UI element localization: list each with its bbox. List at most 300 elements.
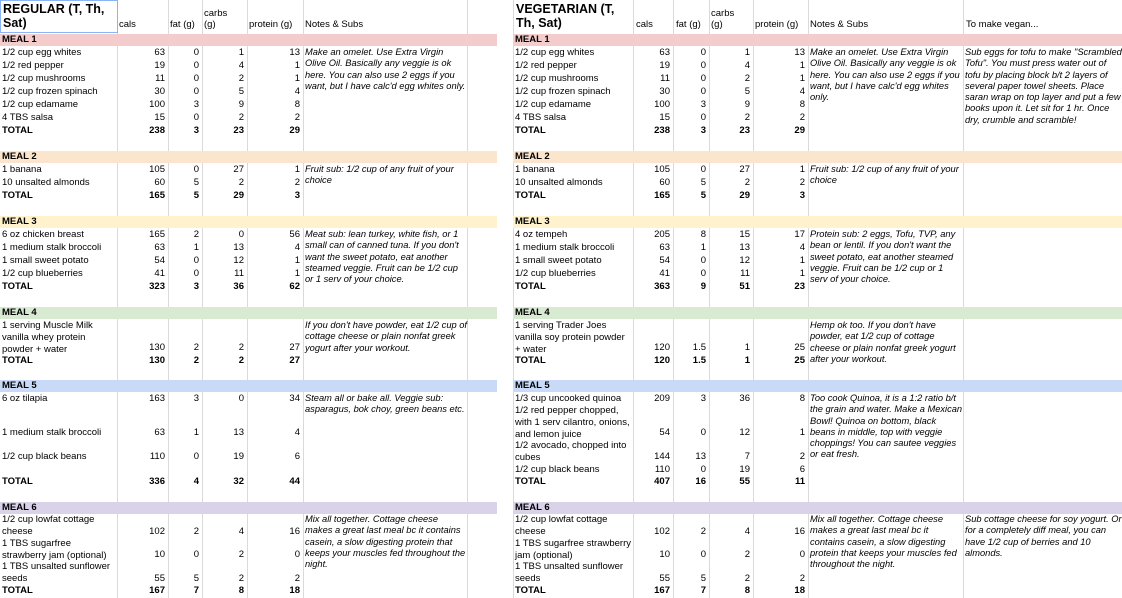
carbs-cell[interactable]: 13 bbox=[739, 242, 750, 253]
carbs-cell[interactable]: 15 bbox=[739, 229, 750, 240]
carbs-cell[interactable]: 5 bbox=[744, 86, 750, 97]
meal-band bbox=[0, 34, 497, 46]
total-protein[interactable]: 27 bbox=[289, 355, 300, 366]
vegan-header[interactable]: To make vegan... bbox=[966, 19, 1039, 30]
carbs-cell[interactable]: 9 bbox=[238, 99, 244, 110]
total-carbs[interactable]: 23 bbox=[739, 125, 750, 136]
total-label[interactable]: TOTAL bbox=[2, 355, 33, 366]
protein-cell[interactable]: 1 bbox=[799, 60, 805, 71]
vegetarian-title[interactable]: VEGETARIAN (T, Th, Sat) bbox=[516, 2, 615, 30]
food-item[interactable]: 1/2 cup edamame bbox=[515, 99, 592, 110]
protein-cell[interactable]: 13 bbox=[794, 47, 805, 58]
total-cals[interactable]: 167 bbox=[654, 585, 670, 596]
meal-heading[interactable]: MEAL 3 bbox=[515, 216, 550, 227]
protein-cell[interactable]: 4 bbox=[799, 242, 805, 253]
carbs-cell[interactable]: 19 bbox=[233, 451, 244, 462]
cals-cell[interactable]: 54 bbox=[659, 255, 670, 266]
total-protein[interactable]: 11 bbox=[794, 476, 805, 487]
meal-heading[interactable]: MEAL 4 bbox=[515, 307, 550, 318]
protein-header[interactable]: protein (g) bbox=[249, 19, 293, 30]
fat-cell[interactable]: 3 bbox=[193, 99, 199, 110]
total-carbs[interactable]: 29 bbox=[233, 190, 244, 201]
total-cals[interactable]: 238 bbox=[149, 125, 165, 136]
cals-cell[interactable]: 54 bbox=[659, 427, 670, 438]
cals-cell[interactable]: 209 bbox=[654, 393, 670, 404]
total-carbs[interactable]: 32 bbox=[233, 476, 244, 487]
protein-cell[interactable]: 1 bbox=[294, 268, 300, 279]
food-item[interactable]: 1/2 cup blueberries bbox=[515, 268, 596, 279]
food-item[interactable]: 4 oz tempeh bbox=[515, 229, 568, 240]
food-item[interactable]: 1 TBS unsalted sunflower seeds bbox=[2, 561, 111, 584]
food-item[interactable]: 1 medium stalk broccoli bbox=[515, 242, 615, 253]
fat-cell[interactable]: 3 bbox=[700, 393, 706, 404]
meal-band bbox=[513, 34, 1122, 46]
food-item[interactable]: 1/2 cup blueberries bbox=[2, 268, 83, 279]
carbs-cell[interactable]: 2 bbox=[744, 177, 750, 188]
cals-cell[interactable]: 63 bbox=[154, 242, 165, 253]
food-item[interactable]: 1/2 cup frozen spinach bbox=[2, 86, 98, 97]
cals-header[interactable]: cals bbox=[636, 19, 653, 30]
total-protein[interactable]: 44 bbox=[289, 476, 300, 487]
total-fat[interactable]: 5 bbox=[193, 190, 199, 201]
cals-cell[interactable]: 11 bbox=[660, 73, 670, 84]
food-item[interactable]: 4 TBS salsa bbox=[515, 112, 567, 123]
fat-cell[interactable]: 0 bbox=[700, 427, 706, 438]
total-label[interactable]: TOTAL bbox=[515, 355, 546, 366]
meal-heading[interactable]: MEAL 1 bbox=[2, 34, 37, 45]
total-fat[interactable]: 1.5 bbox=[692, 355, 706, 366]
total-carbs[interactable]: 1 bbox=[744, 355, 750, 366]
carbs-cell[interactable]: 7 bbox=[744, 451, 750, 462]
protein-cell[interactable]: 8 bbox=[799, 393, 805, 404]
food-item[interactable]: 1 small sweet potato bbox=[2, 255, 89, 266]
meal-band bbox=[0, 216, 497, 228]
total-label[interactable]: TOTAL bbox=[515, 585, 546, 596]
meal-heading[interactable]: MEAL 2 bbox=[2, 151, 37, 162]
protein-cell[interactable]: 2 bbox=[799, 573, 805, 584]
meal-heading[interactable]: MEAL 5 bbox=[515, 380, 550, 391]
protein-cell[interactable]: 4 bbox=[799, 86, 805, 97]
food-item[interactable]: 1/2 red pepper chopped, with 1 serv cilantro, onions, and lemon juice bbox=[515, 405, 630, 440]
protein-cell[interactable]: 2 bbox=[294, 177, 300, 188]
fat-cell[interactable]: 2 bbox=[193, 526, 199, 537]
fat-cell[interactable]: 0 bbox=[193, 86, 199, 97]
food-item[interactable]: 1/2 cup black beans bbox=[2, 451, 87, 462]
cals-cell[interactable]: 63 bbox=[659, 242, 670, 253]
total-fat[interactable]: 2 bbox=[193, 355, 199, 366]
food-item[interactable]: 1 TBS unsalted sunflower seeds bbox=[515, 561, 624, 584]
carbs-cell[interactable]: 2 bbox=[744, 549, 750, 560]
total-fat[interactable]: 4 bbox=[193, 476, 199, 487]
food-item[interactable]: 1 medium stalk broccoli bbox=[2, 242, 102, 253]
food-item[interactable]: 1/2 avocado, chopped into cubes bbox=[515, 440, 627, 463]
cals-cell[interactable]: 60 bbox=[659, 177, 670, 188]
protein-cell[interactable]: 6 bbox=[799, 464, 805, 475]
total-fat[interactable]: 3 bbox=[193, 281, 199, 292]
meal-heading[interactable]: MEAL 4 bbox=[2, 307, 37, 318]
total-carbs[interactable]: 51 bbox=[739, 281, 750, 292]
notes-cell[interactable]: Steam all or bake all. Veggie sub: asparagus, bok choy, green beans etc. bbox=[305, 393, 465, 415]
cals-cell[interactable]: 205 bbox=[654, 229, 670, 240]
total-fat[interactable]: 16 bbox=[695, 476, 706, 487]
fat-cell[interactable]: 0 bbox=[700, 47, 706, 58]
total-carbs[interactable]: 29 bbox=[739, 190, 750, 201]
food-item[interactable]: 1/2 cup black beans bbox=[515, 464, 600, 475]
food-item[interactable]: 4 TBS salsa bbox=[2, 112, 54, 123]
total-protein[interactable]: 29 bbox=[289, 125, 300, 136]
protein-cell[interactable]: 1 bbox=[799, 427, 805, 438]
cals-cell[interactable]: 100 bbox=[149, 99, 165, 110]
cals-cell[interactable]: 19 bbox=[659, 60, 670, 71]
total-carbs[interactable]: 8 bbox=[238, 585, 244, 596]
food-item[interactable]: 10 unsalted almonds bbox=[515, 177, 603, 188]
food-item[interactable]: 1/2 cup mushrooms bbox=[515, 73, 599, 84]
cals-cell[interactable]: 105 bbox=[149, 164, 165, 175]
protein-cell[interactable]: 1 bbox=[799, 164, 805, 175]
vegan-cell[interactable]: Sub eggs for tofu to make "Scrambled Tofu". You must press water out of tofu by placing block b/t 2 layers of several paper towel sheets. Place saran wrap on top layer and put a few books upon it. Let sit for 1 hr. Once dry, crumble and scramble! bbox=[965, 47, 1122, 125]
fat-cell[interactable]: 0 bbox=[193, 112, 199, 123]
protein-cell[interactable]: 1 bbox=[294, 60, 300, 71]
food-item[interactable]: 6 oz chicken breast bbox=[2, 229, 84, 240]
protein-cell[interactable]: 2 bbox=[799, 177, 805, 188]
food-item[interactable]: 1 banana bbox=[2, 164, 42, 175]
protein-header[interactable]: protein (g) bbox=[755, 19, 799, 30]
carbs-cell[interactable]: 36 bbox=[739, 393, 750, 404]
protein-cell[interactable]: 0 bbox=[294, 549, 300, 560]
carbs-cell[interactable]: 2 bbox=[744, 112, 750, 123]
protein-cell[interactable]: 4 bbox=[294, 242, 300, 253]
food-item[interactable]: 10 unsalted almonds bbox=[2, 177, 90, 188]
protein-cell[interactable]: 8 bbox=[294, 99, 300, 110]
total-fat[interactable]: 9 bbox=[700, 281, 706, 292]
protein-cell[interactable]: 6 bbox=[294, 451, 300, 462]
carbs-cell[interactable]: 13 bbox=[233, 427, 244, 438]
meal-band bbox=[513, 380, 1122, 392]
food-item[interactable]: 1 small sweet potato bbox=[515, 255, 602, 266]
total-cals[interactable]: 363 bbox=[654, 281, 670, 292]
total-label[interactable]: TOTAL bbox=[2, 190, 33, 201]
total-fat[interactable]: 5 bbox=[700, 190, 706, 201]
carbs-cell[interactable]: 13 bbox=[233, 242, 244, 253]
total-label[interactable]: TOTAL bbox=[515, 190, 546, 201]
food-item[interactable]: 1 medium stalk broccoli bbox=[2, 427, 102, 438]
fat-cell[interactable]: 13 bbox=[695, 451, 706, 462]
total-label[interactable]: TOTAL bbox=[2, 476, 33, 487]
fat-cell[interactable]: 1.5 bbox=[692, 342, 706, 353]
total-carbs[interactable]: 36 bbox=[233, 281, 244, 292]
notes-cell[interactable]: Meat sub: lean turkey, white fish, or 1 small can of canned tuna. If you don't want the sweet potato, eat another steamed veggie. Fruit can be 1/2 cup or 1 serv of your choice. bbox=[305, 229, 459, 285]
carbs-cell[interactable]: 2 bbox=[238, 573, 244, 584]
fat-cell[interactable]: 0 bbox=[700, 112, 706, 123]
food-item[interactable]: 1/2 cup egg whites bbox=[515, 47, 595, 58]
total-protein[interactable]: 62 bbox=[289, 281, 300, 292]
cals-cell[interactable]: 15 bbox=[659, 112, 670, 123]
fat-cell[interactable]: 1 bbox=[193, 427, 199, 438]
total-protein[interactable]: 29 bbox=[794, 125, 805, 136]
total-protein[interactable]: 18 bbox=[794, 585, 805, 596]
total-protein[interactable]: 18 bbox=[289, 585, 300, 596]
cals-cell[interactable]: 10 bbox=[154, 549, 165, 560]
total-label[interactable]: TOTAL bbox=[515, 476, 546, 487]
protein-cell[interactable]: 16 bbox=[794, 526, 805, 537]
carbs-cell[interactable]: 2 bbox=[238, 177, 244, 188]
fat-cell[interactable]: 0 bbox=[700, 549, 706, 560]
carbs-cell[interactable]: 4 bbox=[744, 526, 750, 537]
carbs-cell[interactable]: 0 bbox=[238, 393, 244, 404]
protein-cell[interactable]: 2 bbox=[294, 112, 300, 123]
carbs-cell[interactable]: 19 bbox=[739, 464, 750, 475]
protein-cell[interactable]: 16 bbox=[289, 526, 300, 537]
total-carbs[interactable]: 2 bbox=[238, 355, 244, 366]
fat-cell[interactable]: 0 bbox=[193, 255, 199, 266]
cals-cell[interactable]: 120 bbox=[654, 342, 670, 353]
fat-cell[interactable]: 0 bbox=[193, 47, 199, 58]
fat-cell[interactable]: 3 bbox=[700, 99, 706, 110]
carbs-cell[interactable]: 2 bbox=[238, 112, 244, 123]
protein-cell[interactable]: 1 bbox=[294, 255, 300, 266]
cals-cell[interactable]: 19 bbox=[154, 60, 165, 71]
total-fat[interactable]: 3 bbox=[193, 125, 199, 136]
fat-cell[interactable]: 0 bbox=[700, 60, 706, 71]
total-protein[interactable]: 23 bbox=[794, 281, 805, 292]
cals-cell[interactable]: 55 bbox=[154, 573, 165, 584]
vegan-cell[interactable]: Sub cottage cheese for soy yogurt. Or for a completely diff meal, you can have 1/2 cup of berries and 10 almonds. bbox=[965, 514, 1122, 558]
fat-cell[interactable]: 0 bbox=[700, 86, 706, 97]
total-cals[interactable]: 130 bbox=[149, 355, 165, 366]
notes-cell[interactable]: Mix all together. Cottage cheese makes a great last meal bc it contains casein, a slow digesting protein that keeps your muscles fed throughout the night. bbox=[810, 514, 957, 570]
protein-cell[interactable]: 4 bbox=[294, 427, 300, 438]
protein-cell[interactable]: 34 bbox=[289, 393, 300, 404]
total-fat[interactable]: 7 bbox=[700, 585, 706, 596]
total-label[interactable]: TOTAL bbox=[515, 281, 546, 292]
carbs-cell[interactable]: 27 bbox=[739, 164, 750, 175]
meal-heading[interactable]: MEAL 6 bbox=[515, 502, 550, 513]
cals-cell[interactable]: 15 bbox=[154, 112, 165, 123]
protein-cell[interactable]: 2 bbox=[799, 451, 805, 462]
carbs-cell[interactable]: 4 bbox=[744, 60, 750, 71]
fat-cell[interactable]: 2 bbox=[193, 229, 199, 240]
meal-band bbox=[513, 307, 1122, 319]
fat-cell[interactable]: 1 bbox=[700, 242, 706, 253]
fat-cell[interactable]: 3 bbox=[193, 393, 199, 404]
protein-cell[interactable]: 2 bbox=[799, 112, 805, 123]
cals-cell[interactable]: 165 bbox=[149, 229, 165, 240]
cals-cell[interactable]: 41 bbox=[659, 268, 670, 279]
protein-cell[interactable]: 25 bbox=[794, 342, 805, 353]
food-item[interactable]: 1 TBS sugarfree strawberry jam (optional) bbox=[515, 538, 631, 561]
food-item[interactable]: 1 serving Trader Joes vanilla soy protein powder + water bbox=[515, 320, 625, 355]
notes-cell[interactable]: Hemp ok too. If you don't have powder, eat 1/2 cup of cottage cheese or plain nonfat greek yogurt after your workout. bbox=[810, 320, 956, 364]
fat-cell[interactable]: 8 bbox=[700, 229, 706, 240]
total-cals[interactable]: 407 bbox=[654, 476, 670, 487]
total-cals[interactable]: 167 bbox=[149, 585, 165, 596]
total-label[interactable]: TOTAL bbox=[2, 281, 33, 292]
fat-cell[interactable]: 0 bbox=[700, 464, 706, 475]
cals-cell[interactable]: 102 bbox=[654, 526, 670, 537]
carbs-cell[interactable]: 12 bbox=[739, 427, 750, 438]
protein-cell[interactable]: 0 bbox=[799, 549, 805, 560]
carbs-header[interactable]: carbs (g) bbox=[711, 8, 735, 30]
food-item[interactable]: 1/2 red pepper bbox=[2, 60, 64, 71]
carbs-cell[interactable]: 1 bbox=[238, 47, 244, 58]
carbs-cell[interactable]: 2 bbox=[238, 549, 244, 560]
fat-cell[interactable]: 0 bbox=[700, 255, 706, 266]
carbs-cell[interactable]: 27 bbox=[233, 164, 244, 175]
fat-cell[interactable]: 0 bbox=[193, 549, 199, 560]
protein-cell[interactable]: 1 bbox=[799, 255, 805, 266]
protein-cell[interactable]: 56 bbox=[289, 229, 300, 240]
meal-heading[interactable]: MEAL 1 bbox=[515, 34, 550, 45]
carbs-cell[interactable]: 12 bbox=[233, 255, 244, 266]
carbs-cell[interactable]: 1 bbox=[744, 47, 750, 58]
fat-cell[interactable]: 0 bbox=[700, 164, 706, 175]
cals-cell[interactable]: 60 bbox=[154, 177, 165, 188]
notes-header[interactable]: Notes & Subs bbox=[810, 19, 869, 30]
total-protein[interactable]: 25 bbox=[794, 355, 805, 366]
food-item[interactable]: 1/2 cup lowfat cottage cheese bbox=[2, 514, 95, 537]
food-item[interactable]: 1 TBS sugarfree strawberry jam (optional) bbox=[2, 538, 107, 561]
notes-cell[interactable]: Protein sub: 2 eggs, Tofu, TVP, any bean or lentil. If you don't want the sweet potato, eat another steamed veggie. Fruit can be 1/2 cup or 1 serv of your choice. bbox=[810, 229, 956, 285]
fat-cell[interactable]: 5 bbox=[193, 573, 199, 584]
total-cals[interactable]: 336 bbox=[149, 476, 165, 487]
carbs-cell[interactable]: 2 bbox=[238, 73, 244, 84]
cals-cell[interactable]: 110 bbox=[654, 464, 670, 475]
total-cals[interactable]: 238 bbox=[654, 125, 670, 136]
food-item[interactable]: 1/3 cup uncooked quinoa bbox=[515, 393, 622, 404]
meal-heading[interactable]: MEAL 2 bbox=[515, 151, 550, 162]
protein-cell[interactable]: 27 bbox=[289, 342, 300, 353]
protein-cell[interactable]: 2 bbox=[294, 573, 300, 584]
notes-cell[interactable]: If you don't have powder, eat 1/2 cup of cottage cheese or plain nonfat greek yogurt after your workout. bbox=[305, 320, 468, 353]
food-item[interactable]: 1 banana bbox=[515, 164, 555, 175]
cals-cell[interactable]: 110 bbox=[149, 451, 165, 462]
fat-cell[interactable]: 0 bbox=[700, 268, 706, 279]
fat-cell[interactable]: 0 bbox=[700, 73, 706, 84]
total-protein[interactable]: 3 bbox=[294, 190, 300, 201]
food-item[interactable]: 6 oz tilapia bbox=[2, 393, 48, 404]
food-item[interactable]: 1/2 cup frozen spinach bbox=[515, 86, 611, 97]
protein-cell[interactable]: 1 bbox=[799, 73, 805, 84]
cals-cell[interactable]: 55 bbox=[659, 573, 670, 584]
cals-cell[interactable]: 144 bbox=[654, 451, 670, 462]
cals-cell[interactable]: 130 bbox=[149, 342, 165, 353]
cals-cell[interactable]: 63 bbox=[154, 47, 165, 58]
protein-cell[interactable]: 1 bbox=[799, 268, 805, 279]
notes-cell[interactable]: Make an omelet. Use Extra Virgin Olive Oil. Basically any veggie is ok here. You can also use 2 eggs if you want, but I have calc'd egg whites only. bbox=[305, 47, 466, 91]
total-label[interactable]: TOTAL bbox=[515, 125, 546, 136]
notes-cell[interactable]: Make an omelet. Use Extra Virgin Olive Oil. Basically any veggie is ok here. You can also use 2 eggs if you want, but I have calc'd egg whites only. bbox=[810, 47, 960, 103]
carbs-cell[interactable]: 4 bbox=[238, 526, 244, 537]
total-carbs[interactable]: 55 bbox=[739, 476, 750, 487]
meal-heading[interactable]: MEAL 3 bbox=[2, 216, 37, 227]
cals-cell[interactable]: 163 bbox=[149, 393, 165, 404]
protein-cell[interactable]: 4 bbox=[294, 86, 300, 97]
fat-cell[interactable]: 5 bbox=[700, 177, 706, 188]
carbs-cell[interactable]: 11 bbox=[740, 268, 750, 279]
meal-band bbox=[0, 380, 497, 392]
cals-cell[interactable]: 54 bbox=[154, 255, 165, 266]
notes-cell[interactable]: Fruit sub: 1/2 cup of any fruit of your choice bbox=[305, 164, 454, 186]
carbs-cell[interactable]: 9 bbox=[744, 99, 750, 110]
fat-cell[interactable]: 0 bbox=[193, 60, 199, 71]
carbs-cell[interactable]: 12 bbox=[739, 255, 750, 266]
carbs-cell[interactable]: 1 bbox=[744, 342, 750, 353]
protein-cell[interactable]: 13 bbox=[289, 47, 300, 58]
food-item[interactable]: 1/2 cup mushrooms bbox=[2, 73, 86, 84]
meal-heading[interactable]: MEAL 6 bbox=[2, 502, 37, 513]
regular-title[interactable]: REGULAR (T, Th, Sat) bbox=[3, 2, 105, 30]
notes-cell[interactable]: Too cook Quinoa, it is a 1:2 ratio b/t the grain and water. Make a Mexican Bowl! Quinoa on bottom, black beans in middle, top with veggie choppings! You can sautee veggies or eat fresh. bbox=[810, 393, 963, 460]
cals-cell[interactable]: 11 bbox=[155, 73, 165, 84]
total-cals[interactable]: 165 bbox=[654, 190, 670, 201]
total-label[interactable]: TOTAL bbox=[2, 585, 33, 596]
carbs-cell[interactable]: 2 bbox=[744, 573, 750, 584]
notes-header[interactable]: Notes & Subs bbox=[305, 19, 364, 30]
food-item[interactable]: 1/2 cup edamame bbox=[2, 99, 79, 110]
carbs-cell[interactable]: 2 bbox=[238, 342, 244, 353]
cals-cell[interactable]: 100 bbox=[654, 99, 670, 110]
cals-cell[interactable]: 30 bbox=[659, 86, 670, 97]
fat-cell[interactable]: 0 bbox=[193, 268, 199, 279]
fat-cell[interactable]: 5 bbox=[193, 177, 199, 188]
total-label[interactable]: TOTAL bbox=[2, 125, 33, 136]
food-item[interactable]: 1/2 cup lowfat cottage cheese bbox=[515, 514, 608, 537]
cals-header[interactable]: cals bbox=[119, 19, 136, 30]
fat-header[interactable]: fat (g) bbox=[676, 19, 701, 30]
fat-cell[interactable]: 5 bbox=[700, 573, 706, 584]
fat-header[interactable]: fat (g) bbox=[170, 19, 195, 30]
cals-cell[interactable]: 63 bbox=[154, 427, 165, 438]
total-carbs[interactable]: 8 bbox=[744, 585, 750, 596]
protein-cell[interactable]: 8 bbox=[799, 99, 805, 110]
cals-cell[interactable]: 10 bbox=[659, 549, 670, 560]
carbs-cell[interactable]: 5 bbox=[238, 86, 244, 97]
cals-cell[interactable]: 105 bbox=[654, 164, 670, 175]
food-item[interactable]: 1/2 red pepper bbox=[515, 60, 577, 71]
total-protein[interactable]: 3 bbox=[799, 190, 805, 201]
fat-cell[interactable]: 0 bbox=[193, 451, 199, 462]
fat-cell[interactable]: 2 bbox=[700, 526, 706, 537]
meal-heading[interactable]: MEAL 5 bbox=[2, 380, 37, 391]
fat-cell[interactable]: 1 bbox=[193, 242, 199, 253]
total-fat[interactable]: 7 bbox=[193, 585, 199, 596]
cals-cell[interactable]: 30 bbox=[154, 86, 165, 97]
carbs-cell[interactable]: 11 bbox=[234, 268, 244, 279]
total-carbs[interactable]: 23 bbox=[233, 125, 244, 136]
total-cals[interactable]: 120 bbox=[654, 355, 670, 366]
carbs-cell[interactable]: 0 bbox=[238, 229, 244, 240]
notes-cell[interactable]: Fruit sub: 1/2 cup of any fruit of your choice bbox=[810, 164, 959, 186]
fat-cell[interactable]: 0 bbox=[193, 73, 199, 84]
carbs-cell[interactable]: 2 bbox=[744, 73, 750, 84]
cals-cell[interactable]: 63 bbox=[659, 47, 670, 58]
protein-cell[interactable]: 1 bbox=[294, 164, 300, 175]
cals-cell[interactable]: 102 bbox=[149, 526, 165, 537]
total-fat[interactable]: 3 bbox=[700, 125, 706, 136]
cals-cell[interactable]: 41 bbox=[154, 268, 165, 279]
carbs-header[interactable]: carbs (g) bbox=[204, 8, 228, 30]
fat-cell[interactable]: 2 bbox=[193, 342, 199, 353]
fat-cell[interactable]: 0 bbox=[193, 164, 199, 175]
total-cals[interactable]: 323 bbox=[149, 281, 165, 292]
notes-cell[interactable]: Mix all together. Cottage cheese makes a great last meal bc it contains casein, a slow digesting protein that keeps your muscles fed throughout the night. bbox=[305, 514, 466, 570]
total-cals[interactable]: 165 bbox=[149, 190, 165, 201]
protein-cell[interactable]: 17 bbox=[794, 229, 805, 240]
protein-cell[interactable]: 1 bbox=[294, 73, 300, 84]
food-item[interactable]: 1/2 cup egg whites bbox=[2, 47, 82, 58]
carbs-cell[interactable]: 4 bbox=[238, 60, 244, 71]
food-item[interactable]: 1 serving Muscle Milk vanilla whey protein powder + water bbox=[2, 320, 93, 355]
